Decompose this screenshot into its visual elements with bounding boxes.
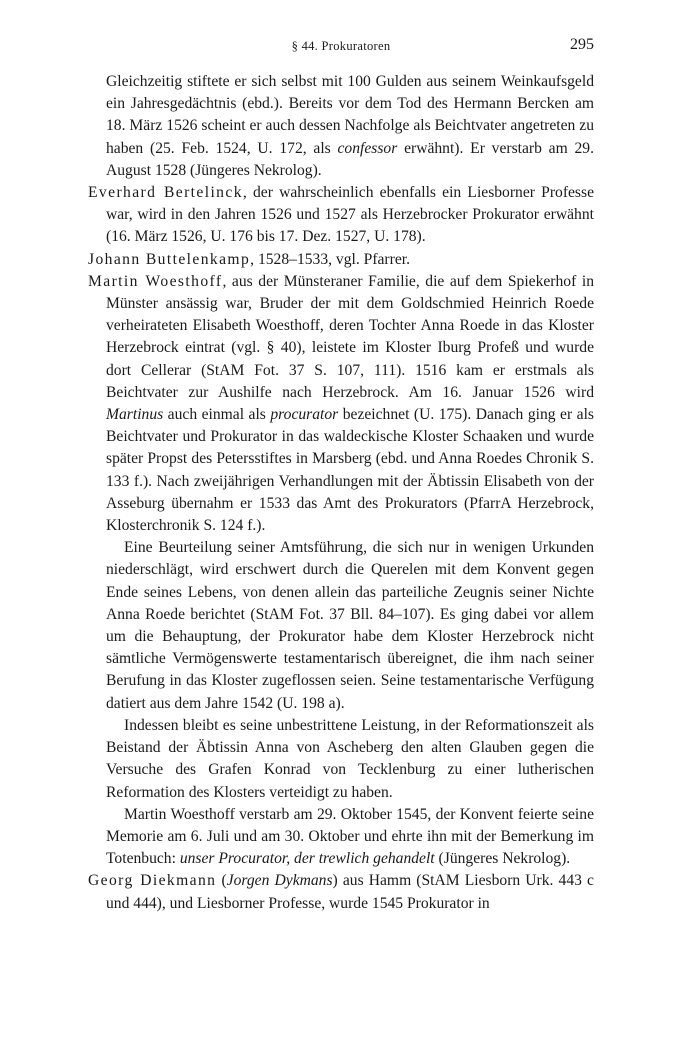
paragraph-continuation: Gleichzeitig stiftete er sich selbst mit 100 Gulden aus seinem Weinkaufsgeld ein Jahresgedächtnis (ebd.). Bereits vor dem Tod des Hermann Bercken am 18. März 1526 scheint er auch dessen Nachfolge als Beichtvater angetreten zu haben (25. Feb. 1524, U. 172, als confessor erwähnt). Er verstarb am 29. August 1528 (Jüngeres Nekrolog). (106, 73, 594, 179)
page-number: 295 (570, 36, 594, 53)
entry-everhard-bertelinck: Everhard Bertelinck, der wahrscheinlich ebenfalls ein Liesborner Professe war, wird in den Jahren 1526 und 1527 als Herzebrocker Prokurator erwähnt (16. März 1526, U. 176 bis 17. Dez. 1527, U. 178). (88, 184, 594, 246)
entry-johann-buttelenkamp: Johann Buttelenkamp, 1528–1533, vgl. Pfarrer. (88, 250, 410, 268)
paragraph-tod: Martin Woesthoff verstarb am 29. Oktober 1545, der Konvent feierte seine Memorie am 6. Juli und am 30. Oktober und ehrte ihn mit der Bemerkung im Totenbuch: unser Procurator, der trewlich gehandelt (Jüngeres Nekrolog). (106, 805, 594, 868)
entry-name: Everhard Bertelinck (88, 184, 243, 202)
entry-name: Martin Woesthoff (88, 272, 223, 290)
running-header (88, 36, 594, 58)
entry-martin-woesthoff: Martin Woesthoff, aus der Münsteraner Familie, die auf dem Spiekerhof in Münster ansässig war, Bruder der mit dem Goldschmied Heinrich Roede verheirateten Elisabeth Woesthoff, deren Tochter Anna Roede in das Kloster Herzebrock eintrat (vgl. § 40), leistete im Kloster Iburg Profeß und wurde dort Cellerar (StAM Fot. 37 S. 107, 111). 1516 kam er erstmals als Beichtvater zur Aushilfe nach Herzebrock. Am 16. Januar 1526 wird Martinus auch einmal als procurator bezeichnet (U. 175). Danach ging er als Beichtvater und Prokurator in das waldeckische Kloster Schaaken und wurde später Propst des Petersstiftes in Marsberg (ebd. und Anna Roedes Chronik S. 133 f.). Nach zweijährigen Verhandlungen mit der Äbtissin Elisabeth von der Asseburg übernahm er 1533 das Amt des Prokurators (PfarrA Herzebrock, Klosterchronik S. 124 f.). (88, 272, 594, 535)
entry-georg-diekmann: Georg Diekmann (Jorgen Dykmans) aus Hamm (StAM Liesborn Urk. 443 c und 444), und Liesborner Professe, wurde 1545 Prokurator in (88, 872, 594, 912)
paragraph-amtsfuehrung: Eine Beurteilung seiner Amtsführung, die sich nur in wenigen Urkunden niederschlägt, wird erschwert durch die Querelen mit dem Konvent gegen Ende seines Lebens, von denen allein das parteiliche Zeugnis seiner Nichte Anna Roede berichtet (StAM Fot. 37 Bll. 84–107). Es ging dabei vor allem um die Behauptung, der Prokurator habe dem Kloster Herzebrock nicht sämtliche Vermögenswerte testamentarisch übereignet, die ihm nach seiner Berufung in das Kloster zugeflossen seien. Seine testamentarische Verfügung datiert aus dem Jahre 1542 (U. 198 a). (106, 539, 594, 712)
entry-name: Johann Buttelenkamp (88, 250, 251, 268)
paragraph-reformation: Indessen bleibt es seine unbestrittene Leistung, in der Reformationszeit als Beistand der Äbtissin Anna von Ascheberg den alten Glauben gegen die Versuche des Grafen Konrad von Tecklenburg zu einer lutherischen Reformation des Klosters verteidigt zu haben. (106, 716, 594, 801)
running-title: § 44. Prokuratoren (291, 39, 391, 53)
entry-name: Georg Diekmann (88, 872, 217, 890)
body-text (88, 71, 594, 915)
